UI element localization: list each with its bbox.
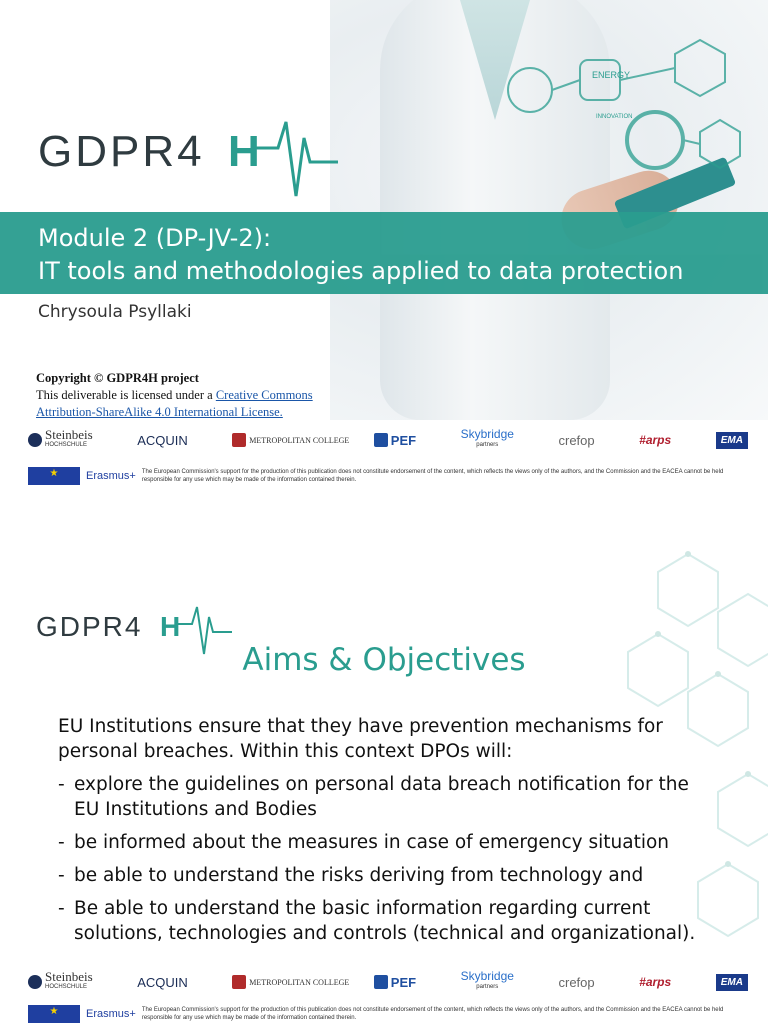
metropolitan-icon (232, 975, 246, 989)
arps-name: #arps (639, 433, 672, 447)
pef-icon (374, 975, 388, 989)
acquin-name: ACQUIN (137, 432, 188, 448)
crefop-logo (558, 975, 594, 990)
aims-slide (0, 534, 768, 1024)
gdpr4h-logo (38, 118, 358, 213)
list-item: - explore the guidelines on personal data breach notification for the EU Institutions and Bodies (58, 772, 718, 822)
skybridge-name: Skybridge (460, 969, 514, 983)
steinbeis-logo (28, 429, 93, 451)
author-name: Chrysoula Psyllaki (38, 302, 192, 322)
tech-hexagon-icons (470, 20, 760, 220)
copyright-text: Copyright © GDPR4H project (36, 371, 199, 385)
logo-heartbeat-icon (38, 118, 358, 208)
intro-paragraph: EU Institutions ensure that they have prevention mechanisms for personal breaches. Within this context DPOs will: (58, 716, 663, 762)
logo-text: GDPR4 (38, 127, 205, 176)
metropolitan-logo (232, 975, 350, 989)
pef-logo (374, 433, 416, 448)
partner-logos (28, 424, 748, 456)
module-title: Module 2 (DP-JV-2): (38, 224, 272, 252)
eu-disclaimer: The European Commission's support for the production of this publication does not constitute endorsement of the content, which reflects the views only of the authors, and the Commission and the EACEA cannot be held responsible for any use which may be made of the information contained therein. (141, 1007, 724, 1021)
list-item: - be informed about the measures in case of emergency situation (58, 830, 718, 855)
crefop-name: crefop (558, 974, 595, 990)
eu-flag-icon (28, 467, 80, 485)
erasmus-label: Erasmus+ (86, 470, 136, 482)
metropolitan-icon (232, 433, 246, 447)
creative-commons-link[interactable]: Creative Commons (215, 388, 313, 402)
logo-h: H (228, 127, 260, 176)
pef-name: PEF (390, 432, 417, 448)
eu-flag-icon (28, 1005, 80, 1023)
list-item: - be able to understand the risks deriving from technology and (58, 863, 718, 888)
ema-logo (716, 974, 748, 991)
steinbeis-name: Steinbeis (45, 969, 93, 984)
pef-icon (374, 433, 388, 447)
skybridge-logo (461, 971, 514, 993)
title-banner (0, 212, 768, 294)
skybridge-logo (461, 429, 514, 451)
innovation-label: INNOVATION (596, 114, 633, 120)
slide-title: Aims & Objectives (242, 642, 526, 678)
logo-text-small: GDPR4 (36, 611, 143, 642)
arps-logo (639, 433, 671, 447)
arps-logo (639, 975, 671, 989)
steinbeis-logo (28, 971, 93, 993)
steinbeis-icon (28, 975, 42, 989)
skybridge-name: Skybridge (460, 427, 514, 441)
metropolitan-name: METROPOLITAN COLLEGE (249, 435, 350, 445)
pef-name: PEF (390, 974, 417, 990)
title-slide (0, 0, 768, 490)
pef-logo (374, 975, 416, 990)
metropolitan-name: METROPOLITAN COLLEGE (249, 977, 350, 987)
steinbeis-sub: HOCHSCHULE (45, 442, 88, 448)
skybridge-sub: partners (476, 984, 499, 990)
license-link[interactable]: Attribution-ShareAlike 4.0 International License. (36, 405, 283, 419)
copyright-block (36, 370, 313, 421)
erasmus-label: Erasmus+ (86, 1008, 136, 1020)
steinbeis-icon (28, 433, 42, 447)
metropolitan-logo (232, 433, 350, 447)
logo-h-small: H (160, 611, 181, 642)
acquin-logo (137, 975, 188, 990)
ema-logo (716, 432, 748, 449)
list-item: - Be able to understand the basic information regarding current solutions, technologies and controls (technical and organizational). (58, 896, 718, 946)
eu-disclaimer: The European Commission's support for the production of this publication does not constitute endorsement of the content, which reflects the views only of the authors, and the Commission and the EACEA cannot be held responsible for any use which may be made of the information contained therein. (141, 469, 724, 483)
funding-footer (28, 462, 748, 490)
funding-footer (28, 1000, 748, 1024)
license-prefix: This deliverable is licensed under a (36, 388, 216, 402)
crefop-logo (558, 433, 594, 448)
steinbeis-sub: HOCHSCHULE (45, 984, 88, 990)
ema-name: EMA (716, 974, 748, 991)
module-subtitle: IT tools and methodologies applied to data protection (38, 257, 684, 285)
skybridge-sub: partners (476, 442, 499, 448)
slide-gap (0, 490, 768, 534)
acquin-name: ACQUIN (137, 974, 188, 990)
acquin-logo (137, 433, 188, 448)
energy-label: ENERGY (592, 70, 631, 80)
steinbeis-name: Steinbeis (45, 427, 93, 442)
crefop-name: crefop (558, 432, 595, 448)
ema-name: EMA (716, 432, 748, 449)
objectives-list (58, 772, 718, 954)
arps-name: #arps (639, 975, 672, 989)
partner-logos (28, 966, 748, 998)
